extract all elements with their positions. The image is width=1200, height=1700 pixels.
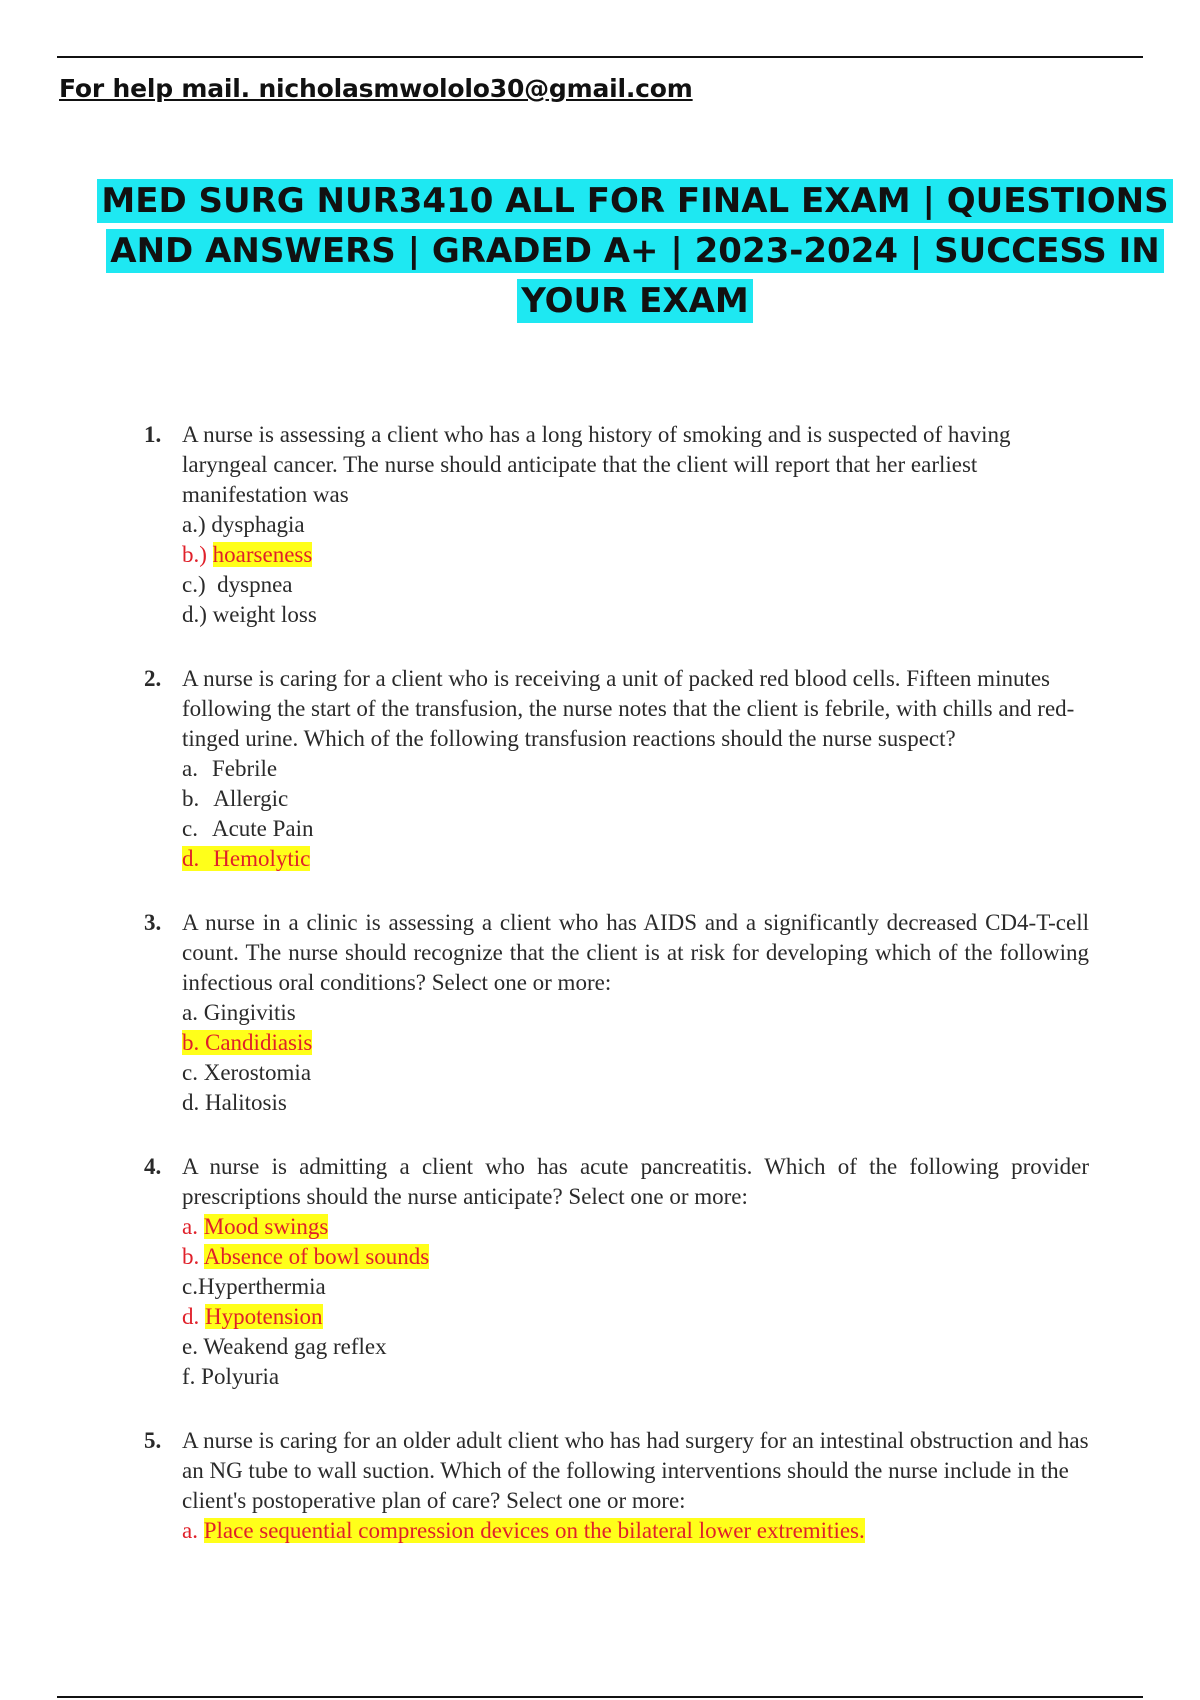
option-e: e. Weakend gag reflex — [182, 1334, 387, 1359]
title-line-2: AND ANSWERS | GRADED A+ | 2023-2024 | SUCCESS IN — [106, 229, 1163, 273]
option-c: c. Xerostomia — [182, 1060, 312, 1085]
option-d: d. Halitosis — [182, 1090, 287, 1115]
option-f: f. Polyuria — [182, 1364, 280, 1389]
question-1 — [144, 420, 1089, 630]
question-5 — [144, 1426, 1089, 1546]
question-stem: A nurse is caring for a client who is receiving a unit of packed red blood cells. Fifteen minutes following the start of the transfusion, the nurse notes that the client is febrile, with chills and red-tinged urine. Which of the following transfusion reactions should the nurse suspect? — [182, 666, 1075, 751]
document-title — [70, 176, 1200, 326]
question-number: 2. — [144, 666, 162, 691]
question-stem: A nurse in a clinic is assessing a client who has AIDS and a significantly decreased CD4-T-cell count. The nurse should recognize that the client is at risk for developing which of the following infectious oral conditions? Select one or more: — [182, 910, 1089, 995]
option-list — [182, 510, 1089, 630]
question-2 — [144, 664, 1089, 874]
option-a-correct: a. Place sequential compression devices on the bilateral lower extremities. — [182, 1518, 865, 1543]
title-line-3: YOUR EXAM — [517, 279, 753, 323]
option-b-correct: b.) hoarseness — [182, 542, 313, 567]
option-d: d.) weight loss — [182, 602, 317, 627]
option-d-correct: d. Hypotension — [182, 1304, 323, 1329]
option-b-correct: b. Candidiasis — [182, 1030, 313, 1055]
option-a-correct: a. Mood swings — [182, 1214, 329, 1239]
question-number: 3. — [144, 910, 162, 935]
option-d-correct: d. Hemolytic — [182, 846, 311, 871]
question-number: 4. — [144, 1154, 162, 1179]
option-c: c.) dyspnea — [182, 572, 293, 597]
question-number: 1. — [144, 422, 162, 447]
title-line-1: MED SURG NUR3410 ALL FOR FINAL EXAM | QUESTIONS — [97, 179, 1172, 223]
option-list — [182, 1212, 1089, 1392]
help-email-text: For help mail. nicholasmwololo30@gmail.com — [59, 74, 693, 103]
question-4 — [144, 1152, 1089, 1392]
option-c: c. Acute Pain — [182, 816, 314, 841]
option-list — [182, 998, 1089, 1118]
question-stem: A nurse is caring for an older adult client who has had surgery for an intestinal obstruction and has an NG tube to wall suction. Which of the following interventions should the nurse include in the client's postoperative plan of care? Select one or more: — [182, 1428, 1089, 1513]
question-stem: A nurse is admitting a client who has acute pancreatitis. Which of the following provider prescriptions should the nurse anticipate? Select one or more: — [182, 1154, 1089, 1209]
option-a: a. Gingivitis — [182, 1000, 296, 1025]
option-b-correct: b. Absence of bowl sounds — [182, 1244, 430, 1269]
option-c: c.Hyperthermia — [182, 1274, 326, 1299]
option-a: a. Febrile — [182, 756, 278, 781]
option-a: a.) dysphagia — [182, 512, 305, 537]
question-stem: A nurse is assessing a client who has a long history of smoking and is suspected of having laryngeal cancer. The nurse should anticipate that the client will report that her earliest manifestation was — [182, 422, 1011, 507]
option-b: b. Allergic — [182, 786, 289, 811]
option-list — [182, 1516, 1089, 1546]
question-number: 5. — [144, 1428, 162, 1453]
question-3 — [144, 908, 1089, 1118]
option-list — [182, 754, 1089, 874]
top-rule — [57, 56, 1143, 58]
bottom-rule — [57, 1696, 1143, 1698]
